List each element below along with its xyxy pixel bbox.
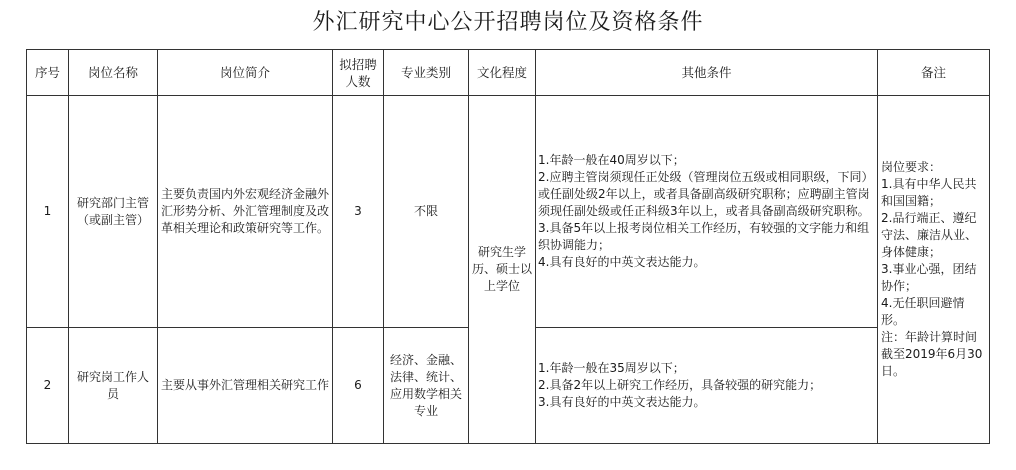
condition-item: 4.具有良好的中英文表达能力。 [538, 255, 706, 269]
header-name: 岗位名称 [69, 50, 158, 96]
condition-item: 3.具有良好的中英文表达能力。 [538, 395, 706, 409]
condition-item: 3.具备5年以上报考岗位相关工作经历，有较强的文字能力和组织协调能力； [538, 221, 870, 252]
remark-note: 注：年龄计算时间截至2019年6月30日。 [881, 330, 983, 378]
row-conditions [536, 96, 878, 328]
remark-item: 2.品行端正、遵纪守法、廉洁从业、身体健康； [881, 211, 978, 259]
condition-item: 2.应聘主管岗须现任正处级（管理岗位五级或相同职级，下同）或任副处级2年以上，或者具备副高级研究职称；应聘副主管岗须现任副处级或任正科级3年以上，或者具备副高级研究职称。 [538, 170, 870, 218]
row-seq: 1 [27, 96, 69, 328]
condition-item: 1.年龄一般在35周岁以下； [538, 361, 685, 375]
row-major: 经济、金融、法律、统计、应用数学相关专业 [384, 328, 469, 444]
condition-item: 2.具备2年以上研究工作经历，具备较强的研究能力； [538, 378, 822, 392]
header-education: 文化程度 [469, 50, 536, 96]
recruitment-table [26, 49, 990, 444]
page-title: 外汇研究中心公开招聘岗位及资格条件 [312, 10, 704, 35]
remark-heading: 岗位要求： [881, 160, 942, 174]
row-position-name: 研究岗工作人员 [69, 328, 158, 444]
remark-cell [878, 96, 990, 444]
row-seq: 2 [27, 328, 69, 444]
row-count: 3 [333, 96, 384, 328]
row-intro: 主要从事外汇管理相关研究工作 [158, 328, 333, 444]
header-intro: 岗位简介 [158, 50, 333, 96]
condition-item: 1.年龄一般在40周岁以下； [538, 153, 685, 167]
header-major: 专业类别 [384, 50, 469, 96]
row-count: 6 [333, 328, 384, 444]
education-cell: 研究生学历、硕士以上学位 [469, 96, 536, 444]
header-count: 拟招聘人数 [333, 50, 384, 96]
table-row [27, 96, 990, 328]
row-intro: 主要负责国内外宏观经济金融外汇形势分析、外汇管理制度及改革相关理论和政策研究等工作。 [158, 96, 333, 328]
row-position-name: 研究部门主管（或副主管） [69, 96, 158, 328]
row-major: 不限 [384, 96, 469, 328]
header-seq: 序号 [27, 50, 69, 96]
header-other: 其他条件 [536, 50, 878, 96]
header-remark: 备注 [878, 50, 990, 96]
remark-item: 4.无任职回避情形。 [881, 296, 965, 327]
header-row [27, 50, 990, 96]
remark-item: 3.事业心强，团结协作； [881, 262, 977, 293]
remark-item: 1.具有中华人民共和国国籍； [881, 177, 977, 208]
row-conditions [536, 328, 878, 444]
